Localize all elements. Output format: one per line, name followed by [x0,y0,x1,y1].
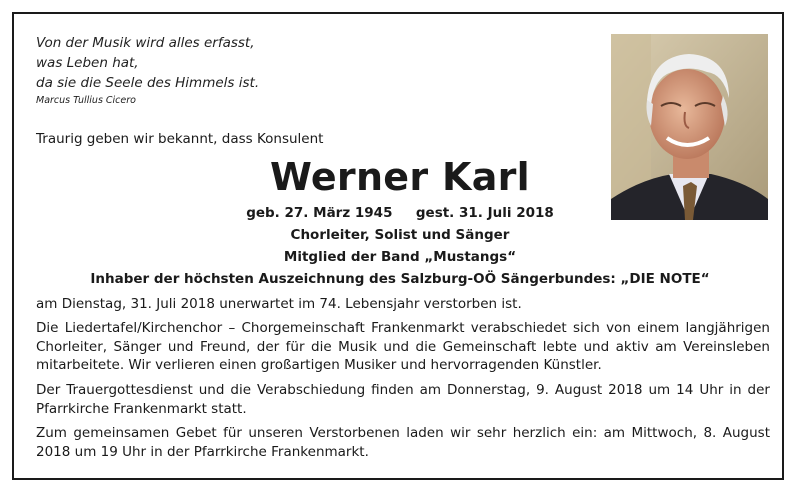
quote-line: da sie die Seele des Himmels ist. [36,75,260,91]
deceased-name: Werner Karl [269,155,531,199]
role-line: Chorleiter, Solist und Sänger [290,227,510,243]
intro-text: Traurig geben wir bekannt, dass Konsulent [36,131,324,147]
birth-date: geb. 27. März 1945 [246,205,393,221]
quote-line: was Leben hat, [36,55,139,71]
body-paragraph: Der Trauergottesdienst und die Verabschiedung finden am Donnerstag, 9. August 2018 um 14 Uhr in der Pfarrkirche Frankenmarkt statt. [36,382,770,417]
body-paragraph: Zum gemeinsamen Gebet für unseren Verstorbenen laden wir sehr herzlich ein: am Mittwoch, 8. August 2018 um 19 Uhr in der Pfarrkirche Frankenmarkt. [36,425,770,460]
epigraph-quote [36,33,259,108]
role-line: Mitglied der Band „Mustangs“ [283,249,517,265]
body-paragraph: Die Liedertafel/Kirchenchor – Chorgemeinschaft Frankenmarkt verabschiedet sich von einem langjährigen Chorleiter, Sänger und Freund, der für die Musik und die Gemeinschaft lebte und aktiv am Vereinsleben mitarbeitete. Wir verlieren einen großartigen Musiker und hervorragenden Künstler. [36,320,770,373]
role-line: Inhaber der höchsten Auszeichnung des Salzburg-OÖ Sängerbundes: „DIE NOTE“ [90,271,710,287]
body-paragraph: am Dienstag, 31. Juli 2018 unerwartet im 74. Lebensjahr verstorben ist. [36,296,522,312]
life-dates [0,204,800,222]
death-date: gest. 31. Juli 2018 [415,205,554,221]
quote-author: Marcus Tullius Cicero [36,95,136,106]
quote-line: Von der Musik wird alles erfasst, [36,35,255,51]
